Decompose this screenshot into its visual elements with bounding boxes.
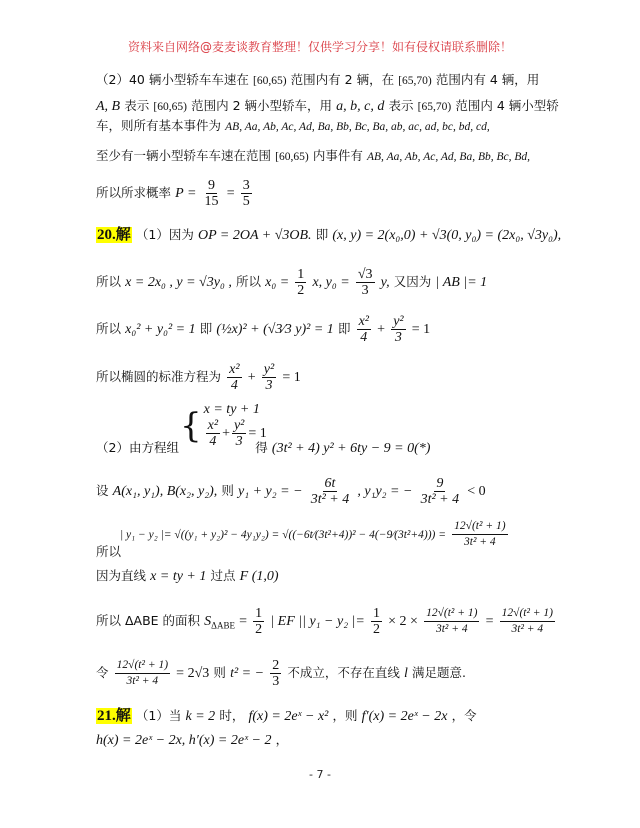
math: [65,70) — [417, 101, 452, 113]
numerator: y² — [393, 314, 404, 329]
math: A, B — [96, 99, 121, 114]
text: 表示 — [388, 98, 414, 113]
denominator: 4 — [209, 434, 217, 449]
math: [60,65) — [275, 151, 309, 163]
text: 令 — [96, 665, 109, 680]
system-eq-1: x = ty + 1 — [203, 402, 260, 417]
text: ， — [275, 732, 289, 747]
denominator: 5 — [242, 194, 250, 209]
numerator: 1 — [373, 606, 380, 621]
text: 车，则所有基本事件为 — [96, 118, 222, 133]
math: y, — [380, 275, 390, 290]
math: x = 2x₀ , y = √3y₀ , — [125, 275, 232, 290]
text: 范围内有 4 辆，用 — [435, 72, 540, 87]
denominator: 3 — [272, 674, 280, 689]
math: [60,65) — [252, 75, 287, 87]
math: < 0 — [467, 484, 486, 499]
math: = — [485, 614, 494, 629]
math: | EF || y₁ − y₂ |= — [270, 614, 365, 629]
q20-line-10 — [96, 656, 466, 691]
fraction — [262, 362, 276, 393]
math: + — [247, 370, 256, 385]
text: 过点 — [210, 568, 236, 583]
math: + — [377, 322, 386, 337]
numerator: 3 — [242, 178, 250, 193]
math: x₀² + y₀² = 1 — [125, 322, 196, 337]
fraction — [371, 606, 382, 637]
numerator: 12√(t² + 1) — [500, 606, 555, 622]
text: ，令 — [451, 708, 477, 723]
fraction — [253, 606, 264, 637]
q20-line-3 — [96, 312, 430, 347]
math: = 1 — [411, 322, 431, 337]
math: = 1 — [248, 425, 267, 441]
text: 所以 — [96, 544, 122, 559]
fraction — [203, 178, 221, 209]
math: h(x) = 2eˣ − 2x, h′(x) = 2eˣ − 2 — [96, 733, 272, 748]
math: AB, Aa, Ab, Ac, Ad, Ba, Bb, Bc, Ba, ab, ac, ad, bc, bd, cd, — [225, 121, 490, 133]
q20-line-9 — [96, 604, 557, 643]
fraction — [452, 519, 507, 550]
denominator: 3 — [265, 378, 273, 393]
math: a, b, c, d — [336, 99, 385, 114]
math: = — [239, 614, 248, 629]
numerator: x² — [207, 418, 219, 433]
p2-line-3 — [96, 118, 490, 135]
numerator: 9 — [436, 476, 444, 491]
denominator: 2 — [255, 622, 263, 637]
math: = — [226, 186, 235, 201]
fraction — [115, 658, 170, 689]
denominator: 3t² + 4 — [435, 623, 468, 635]
text: 得 — [255, 440, 268, 455]
text: 则 — [213, 665, 226, 680]
numerator: 2 — [272, 658, 280, 673]
math: y₁ + y₂ = − — [238, 484, 303, 499]
fraction — [500, 606, 555, 637]
math: l — [403, 666, 408, 681]
math: t² = − — [230, 666, 265, 681]
numerator: y² — [233, 418, 245, 433]
math: [60,65) — [153, 101, 187, 113]
text: 即 — [199, 321, 213, 336]
text: 所以 — [96, 274, 122, 289]
numerator: x² — [229, 362, 240, 377]
text: 则 — [221, 483, 234, 498]
text: 设 — [96, 483, 109, 498]
p2-line-5 — [96, 176, 254, 211]
question-number: 21.解 — [97, 708, 131, 724]
denominator: 4 — [230, 378, 238, 393]
text: 满足题意. — [412, 665, 466, 680]
math: (½x)² + (√3⁄3 y)² = 1 — [216, 322, 334, 337]
text: 不成立，不存在直线 — [287, 665, 400, 680]
text: 表示 — [124, 98, 150, 113]
page-number: - 7 - — [309, 768, 331, 781]
math: x₀ = — [265, 275, 290, 290]
math: × 2 × — [388, 614, 418, 629]
text: （2）由方程组 — [96, 440, 179, 455]
p2-line-4 — [96, 148, 530, 165]
denominator: 3t² + 4 — [464, 536, 496, 548]
text: （1）因为 — [135, 227, 194, 242]
text: 内事件有 — [312, 148, 363, 163]
brace: { — [180, 405, 202, 446]
denominator: 3t² + 4 — [420, 492, 460, 507]
math: = 2√3 — [176, 666, 210, 681]
text: 即 — [337, 321, 351, 336]
text: 时， — [219, 708, 245, 723]
math: , y₁y₂ = − — [357, 484, 413, 499]
numerator: 1 — [297, 267, 305, 282]
p2-line-2 — [96, 98, 559, 115]
math: f′(x) = 2eˣ − 2x — [361, 709, 448, 724]
math: x = ty + 1 — [150, 569, 207, 584]
math: [65,70) — [398, 75, 432, 87]
fraction — [356, 267, 375, 298]
q20-line-6 — [96, 474, 486, 509]
numerator: 1 — [255, 606, 263, 621]
denominator: 3t² + 4 — [511, 623, 544, 635]
denominator: 2 — [373, 622, 380, 637]
q20-line-7-math — [120, 518, 510, 552]
fraction — [241, 178, 252, 209]
numerator: x² — [358, 314, 370, 329]
denominator: 15 — [204, 194, 219, 209]
denominator: 3 — [361, 283, 369, 298]
text: ，则 — [332, 708, 358, 723]
q21-line-2 — [96, 732, 288, 749]
text: 范围内 4 辆小型轿 — [455, 98, 559, 113]
text: 所以所求概率 — [96, 185, 172, 200]
p2-line-1 — [96, 72, 539, 89]
math: P = — [175, 186, 197, 201]
denominator: 4 — [360, 330, 368, 345]
math: | AB |= 1 — [435, 275, 488, 290]
fraction — [309, 476, 352, 507]
q20-line-4 — [96, 360, 301, 395]
math: k = 2 — [185, 709, 216, 724]
fraction — [295, 267, 306, 298]
text: 因为直线 — [96, 568, 147, 583]
denominator: 3t² + 4 — [310, 492, 350, 507]
numerator: 9 — [208, 178, 216, 193]
subscript: ΔABE — [211, 620, 235, 631]
text: 所以 — [96, 321, 122, 336]
text: （2）40 辆小型轿车车速在 — [96, 72, 249, 87]
fraction — [424, 606, 479, 637]
math: F (1,0) — [239, 569, 279, 584]
denominator: 3t² + 4 — [126, 675, 159, 687]
math: AB, Aa, Ab, Ac, Ad, Ba, Bb, Bc, Bd, — [367, 151, 530, 163]
fraction — [270, 658, 281, 689]
math: OP = 2OA + √3OB. — [198, 228, 312, 243]
math: = 1 — [282, 370, 301, 385]
math: (x, y) = 2(x₀,0) + √3(0, y₀) = (2x₀, √3y₀), — [332, 228, 562, 243]
denominator: 3 — [235, 434, 243, 449]
numerator: 12√(t² + 1) — [115, 658, 170, 674]
numerator: 6t — [324, 476, 336, 491]
text: 范围内 2 辆小型轿车，用 — [191, 98, 332, 113]
page-header-notice: 资料来自网络@麦麦谈教育整理！仅供学习分享！如有侵权请联系删除！ — [127, 40, 512, 54]
question-number: 20.解 — [97, 227, 131, 243]
numerator: 12√(t² + 1) — [424, 606, 479, 622]
system-eq-2: $\frac{\text{x²}}{4}$ + $\frac{\text{y²}}{3}$ = 1 — [207, 418, 267, 449]
math: | y₁ − y₂ |= √((y₁ + y₂)² − 4y₁y₂) = √((−6t⁄(3t²+4))² − 4(−9⁄(3t²+4))) = — [120, 529, 447, 541]
math: x, y₀ = — [312, 275, 350, 290]
q20-line-7-label — [96, 544, 121, 561]
q20-line-2 — [96, 265, 487, 300]
q20-line-5 — [96, 440, 430, 457]
q21-line-1 — [96, 708, 477, 725]
text: 范围内有 2 辆，在 — [290, 72, 395, 87]
q20-line-8 — [96, 568, 279, 585]
text: 所以椭圆的标准方程为 — [96, 369, 222, 384]
fraction — [227, 362, 241, 393]
q20-line-1 — [96, 227, 561, 244]
text: 至少有一辆小型轿车车速在范围 — [96, 148, 272, 163]
numerator: √3 — [357, 267, 373, 282]
text: （1）当 — [135, 708, 182, 723]
fraction — [391, 314, 405, 345]
denominator: 2 — [297, 283, 305, 298]
math: (3t² + 4) y² + 6ty − 9 = 0(*) — [271, 441, 431, 456]
text: 所以 — [235, 274, 261, 289]
text: 所以 ΔABE 的面积 — [96, 613, 201, 628]
fraction — [357, 314, 371, 345]
text: 即 — [315, 227, 329, 242]
math: f(x) = 2eˣ − x² — [248, 709, 329, 724]
math: S — [204, 614, 212, 629]
fraction — [419, 476, 462, 507]
text: 又因为 — [393, 274, 432, 289]
math: A(x₁, y₁), B(x₂, y₂), — [112, 484, 218, 499]
denominator: 3 — [394, 330, 402, 345]
numerator: y² — [263, 362, 275, 377]
numerator: 12√(t² + 1) — [452, 519, 507, 535]
